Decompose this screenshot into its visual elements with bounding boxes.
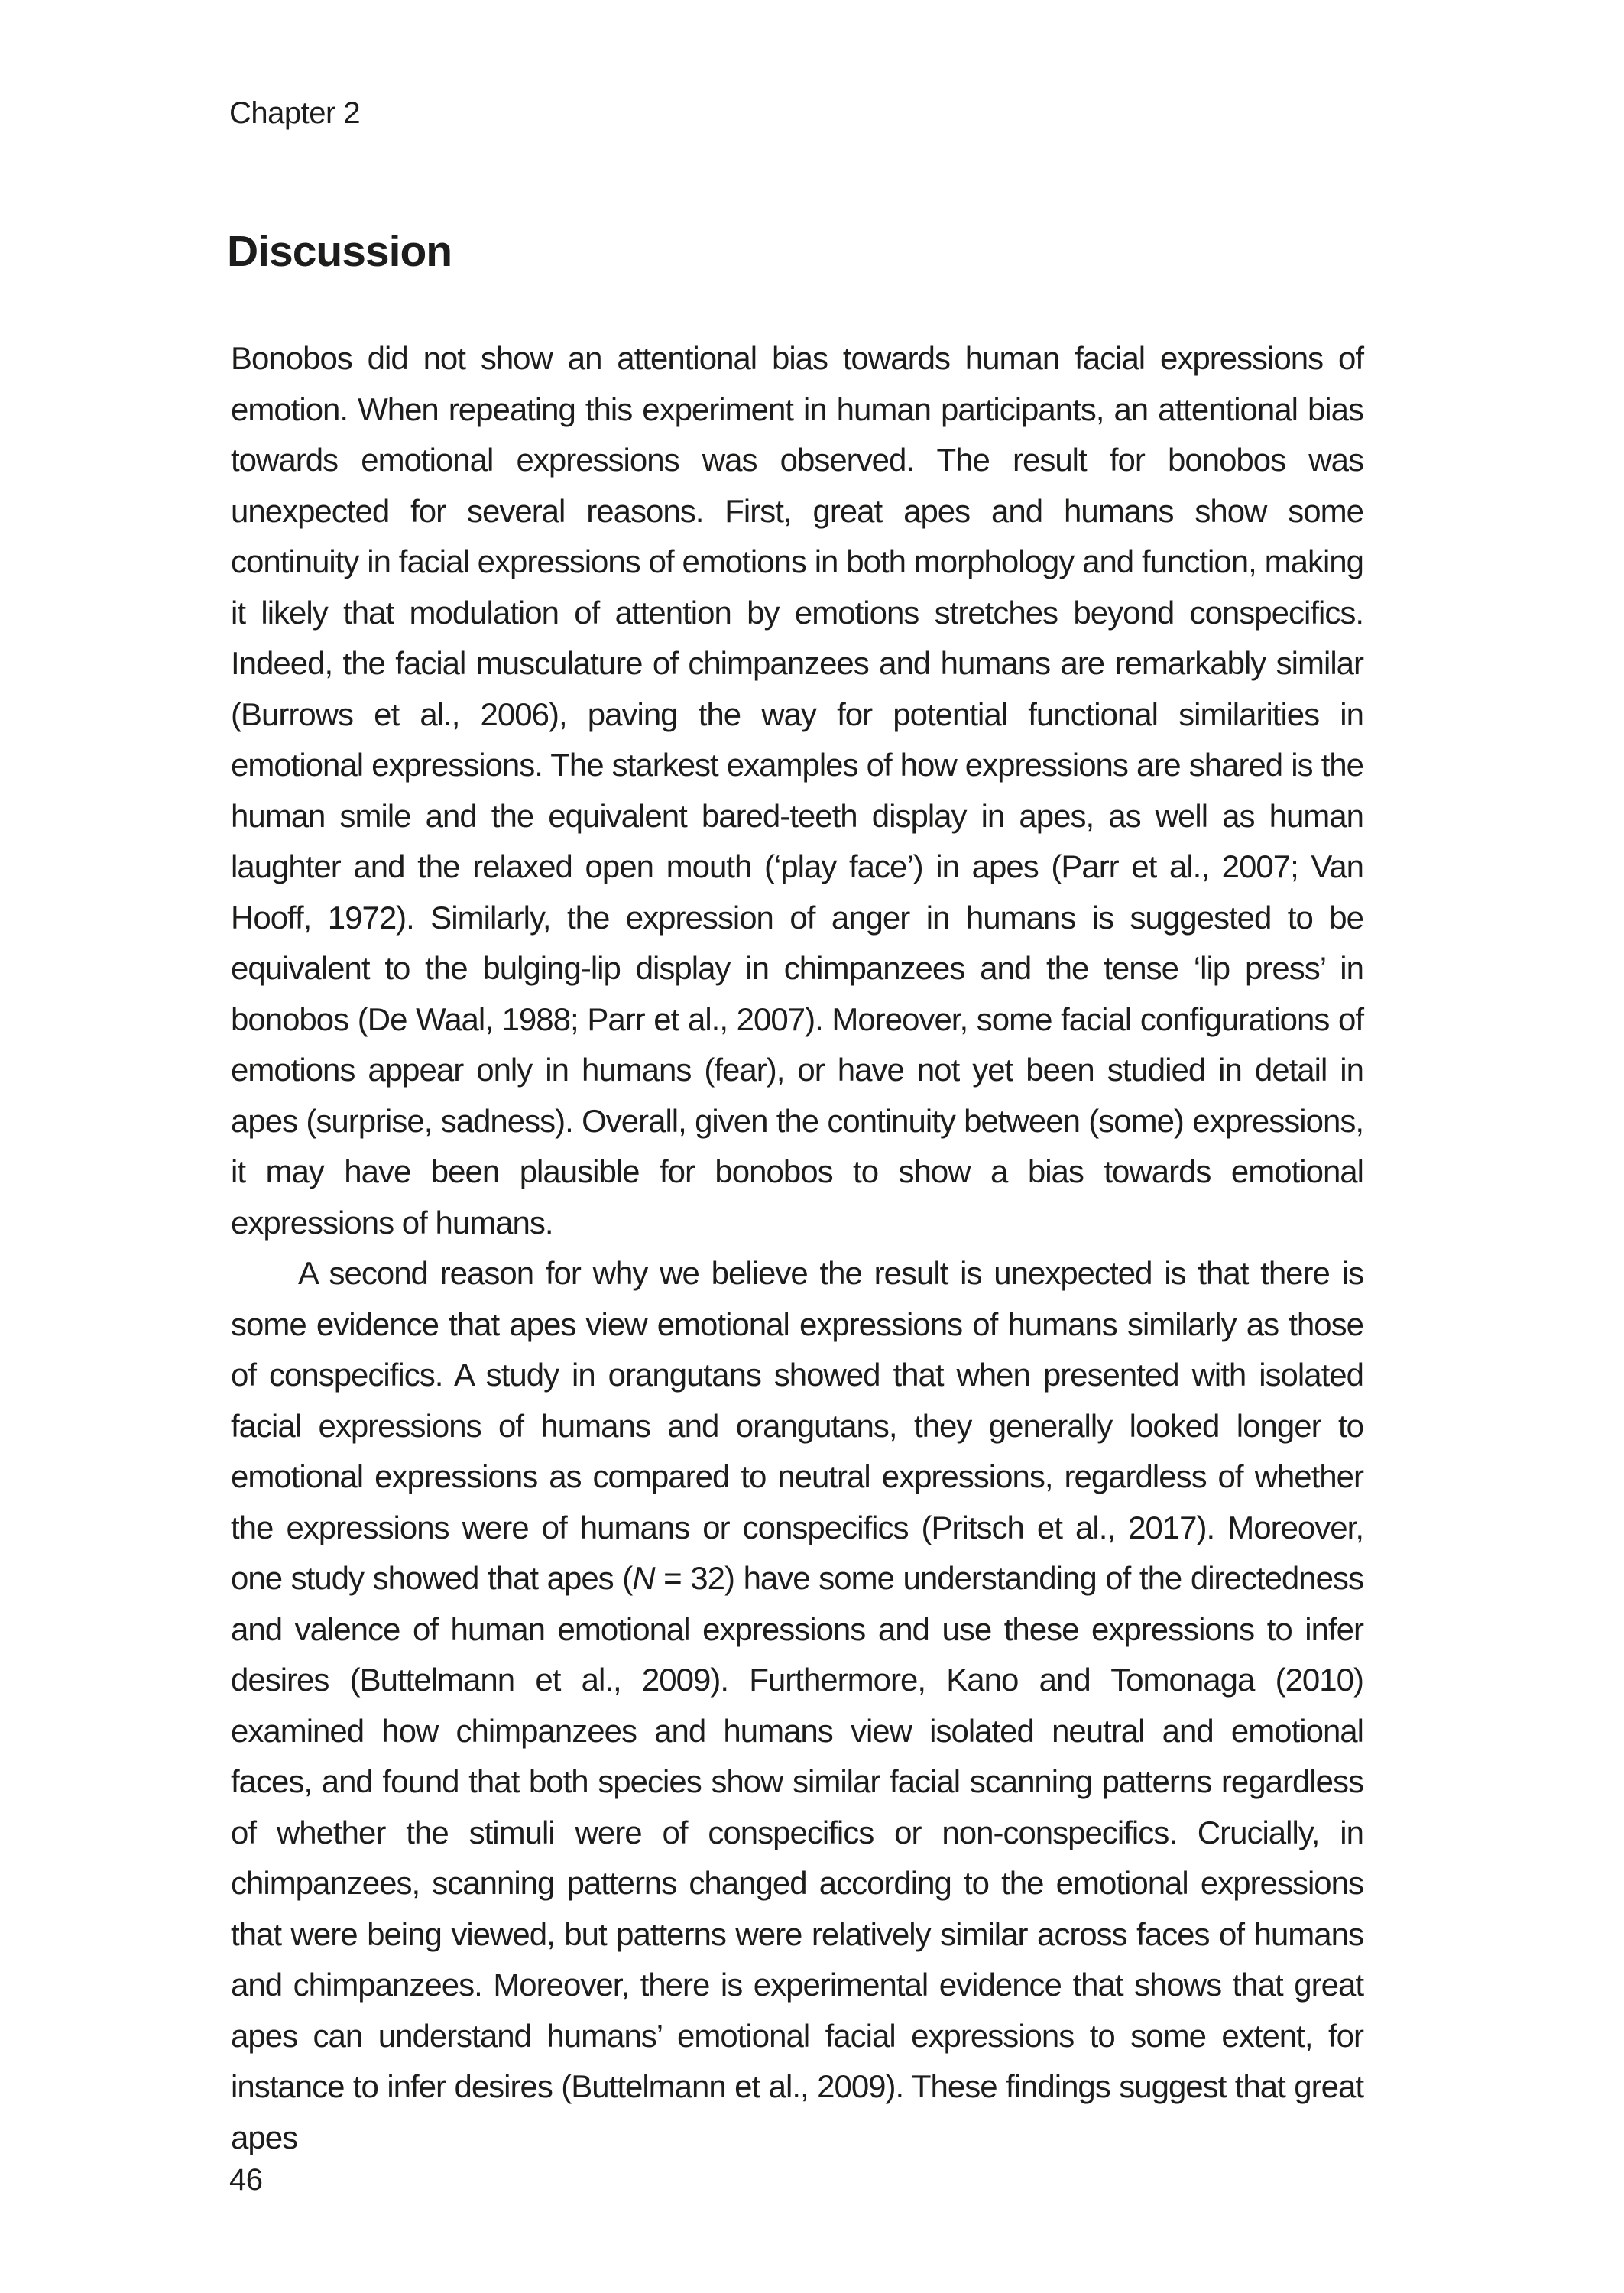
paragraph-2-italic-n: N bbox=[632, 1560, 655, 1596]
body-text bbox=[231, 333, 1363, 2163]
paragraph-1: Bonobos did not show an attentional bias towards human facial expressions of emotion. When repeating this experiment in human participants, an attentional bias towards emotional expressions was observed. The result for bonobos was unexpected for several reasons. First, great apes and humans show some continuity in facial expressions of emotions in both morphology and function, making it likely that modulation of attention by emotions stretches beyond conspecifics. Indeed, the facial musculature of chimpanzees and humans are remarkably similar (Burrows et al., 2006), paving the way for potential functional similarities in emotional expressions. The starkest examples of how expressions are shared is the human smile and the equivalent bared-teeth display in apes, as well as human laughter and the relaxed open mouth (‘play face’) in apes (Parr et al., 2007; Van Hooff, 1972). Similarly, the expression of anger in humans is suggested to be equivalent to the bulging-lip display in chimpanzees and the tense ‘lip press’ in bonobos (De Waal, 1988; Parr et al., 2007). Moreover, some facial configurations of emotions appear only in humans (fear), or have not yet been studied in detail in apes (surprise, sadness). Overall, given the continuity between (some) expressions, it may have been plausible for bonobos to show a bias towards emotional expressions of humans. bbox=[231, 340, 1363, 1241]
section-title: Discussion bbox=[227, 227, 452, 276]
paragraph-2-text-before: A second reason for why we believe the result is unexpected is that there is some evidence that apes view emotional expressions of humans similarly as those of conspecifics. A study in orangutans showed that when presented with isolated facial expressions of humans and orangutans, they generally looked longer to emotional expressions as compared to neutral expressions, regardless of whether the expressions were of humans or conspecifics (Pritsch et al., 2017). Moreover, one study showed that apes ( bbox=[231, 1255, 1363, 1596]
page-number: 46 bbox=[229, 2163, 263, 2197]
paragraph-2 bbox=[231, 1248, 1363, 2163]
running-header: Chapter 2 bbox=[229, 96, 361, 130]
paragraph-2-text-after: = 32) have some understanding of the directedness and valence of human emotional expressions and use these expressions to infer desires (Buttelmann et al., 2009). Furthermore, Kano and Tomonaga (2010) examined how chimpanzees and humans view isolated neutral and emotional faces, and found that both species show similar facial scanning patterns regardless of whether the stimuli were of conspecifics or non-conspecifics. Crucially, in chimpanzees, scanning patterns changed according to the emotional expressions that were being viewed, but patterns were relatively similar across faces of humans and chimpanzees. Moreover, there is experimental evidence that shows that great apes can understand humans’ emotional facial expressions to some extent, for instance to infer desires (Buttelmann et al., 2009). These findings suggest that great apes bbox=[231, 1560, 1364, 2155]
